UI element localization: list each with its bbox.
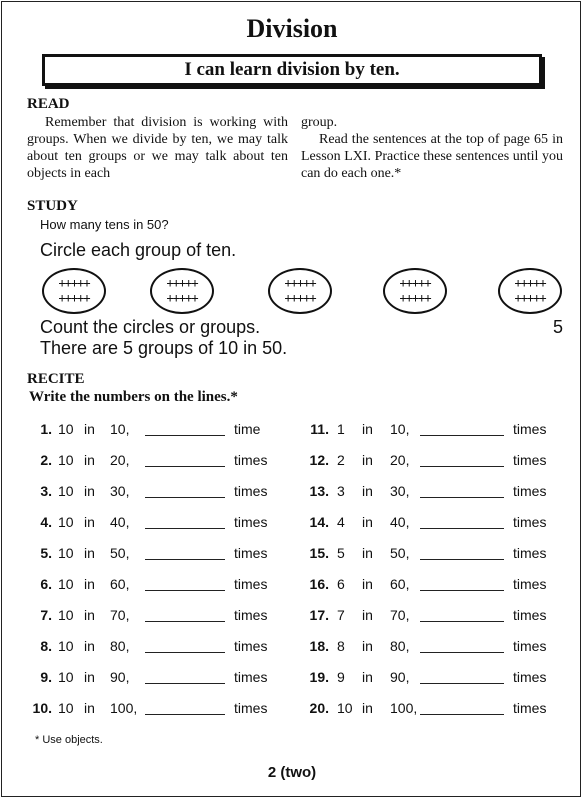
exercise-in-word: in xyxy=(84,638,95,654)
exercise-in-word: in xyxy=(362,638,373,654)
plus-row: +++++ xyxy=(514,291,546,305)
answer-blank[interactable] xyxy=(420,700,504,715)
exercise-in-word: in xyxy=(362,545,373,561)
exercise-in-word: in xyxy=(84,421,95,437)
plus-row: +++++ xyxy=(166,291,198,305)
answer-blank[interactable] xyxy=(420,576,504,591)
answer-blank[interactable] xyxy=(420,669,504,684)
exercise-divisor: 10 xyxy=(58,421,74,437)
exercise-times-word: times xyxy=(234,483,268,499)
exercise-divisor: 10 xyxy=(58,607,74,623)
exercise-number: 11. xyxy=(310,421,329,437)
exercise-row xyxy=(2,449,582,471)
exercise-times-word: times xyxy=(513,700,547,716)
exercise-number: 1. xyxy=(40,421,52,437)
answer-blank[interactable] xyxy=(420,483,504,498)
exercise-times-word: times xyxy=(234,545,268,561)
exercise-in-word: in xyxy=(362,483,373,499)
group-of-ten-oval xyxy=(498,268,562,314)
exercise-times-word: times xyxy=(513,669,547,685)
plus-row: +++++ xyxy=(514,276,546,290)
exercise-dividend: 30, xyxy=(390,483,410,499)
exercise-times-word: times xyxy=(513,514,547,530)
plus-row: +++++ xyxy=(399,291,431,305)
exercise-times-word: times xyxy=(234,638,268,654)
exercise-dividend: 40, xyxy=(110,514,130,530)
read-right-paragraph xyxy=(301,114,563,182)
plus-row: +++++ xyxy=(284,291,316,305)
exercise-dividend: 100, xyxy=(390,700,418,716)
exercise-times-word: times xyxy=(234,669,268,685)
page-number: 2 (two) xyxy=(267,764,317,781)
exercise-times-word: times xyxy=(513,638,547,654)
exercise-number: 2. xyxy=(40,452,52,468)
exercise-row xyxy=(2,635,582,657)
exercise-number: 4. xyxy=(40,514,52,530)
read-left-text: Remember that division is working with groups. When we divide by ten, we may talk about ten groups or we may talk about ten objects in each xyxy=(27,115,288,181)
exercise-times-word: times xyxy=(234,514,268,530)
exercise-times-word: times xyxy=(513,421,547,437)
read-right-text-2: Read the sentences at the top of page 65 in Lesson LXI. Practice these sentences until you can do each one.* xyxy=(301,132,563,181)
exercise-number: 18. xyxy=(309,638,329,654)
exercise-in-word: in xyxy=(84,607,95,623)
exercise-times-word: time xyxy=(234,421,261,437)
exercise-divisor: 10 xyxy=(58,545,74,561)
exercise-dividend: 50, xyxy=(390,545,410,561)
worksheet-page xyxy=(1,1,581,797)
exercise-divisor: 10 xyxy=(58,576,74,592)
exercise-in-word: in xyxy=(84,700,95,716)
exercise-dividend: 50, xyxy=(110,545,130,561)
exercise-divisor: 8 xyxy=(337,638,345,654)
exercise-divisor: 10 xyxy=(58,700,74,716)
exercise-dividend: 60, xyxy=(390,576,410,592)
study-question: How many tens in 50? xyxy=(40,217,169,232)
exercise-number: 10. xyxy=(32,700,52,716)
exercise-row xyxy=(2,542,582,564)
exercise-dividend: 80, xyxy=(390,638,410,654)
answer-blank[interactable] xyxy=(420,514,504,529)
exercise-in-word: in xyxy=(84,669,95,685)
answer-blank[interactable] xyxy=(420,545,504,560)
read-left-paragraph xyxy=(27,114,288,182)
exercise-divisor: 10 xyxy=(58,514,74,530)
exercise-divisor: 3 xyxy=(337,483,345,499)
answer-blank[interactable] xyxy=(420,607,504,622)
exercise-row xyxy=(2,697,582,719)
exercise-number: 3. xyxy=(40,483,52,499)
exercise-times-word: times xyxy=(513,607,547,623)
exercise-dividend: 70, xyxy=(110,607,130,623)
exercise-number: 15. xyxy=(309,545,329,561)
exercise-row xyxy=(2,480,582,502)
conclusion-text: There are 5 groups of 10 in 50. xyxy=(40,338,288,358)
exercise-times-word: times xyxy=(513,545,547,561)
study-heading: STUDY xyxy=(27,198,78,214)
exercise-times-word: times xyxy=(513,576,547,592)
exercise-divisor: 7 xyxy=(337,607,345,623)
exercise-dividend: 20, xyxy=(110,452,130,468)
exercise-times-word: times xyxy=(234,576,268,592)
exercise-divisor: 2 xyxy=(337,452,345,468)
exercise-number: 17. xyxy=(309,607,329,623)
group-of-ten-oval xyxy=(268,268,332,314)
exercise-number: 9. xyxy=(40,669,52,685)
exercise-divisor: 1 xyxy=(337,421,345,437)
answer-blank[interactable] xyxy=(420,452,504,467)
plus-row: +++++ xyxy=(58,291,90,305)
exercise-dividend: 60, xyxy=(110,576,130,592)
exercise-in-word: in xyxy=(84,452,95,468)
exercise-dividend: 70, xyxy=(390,607,410,623)
exercise-number: 12. xyxy=(309,452,329,468)
group-of-ten-oval xyxy=(42,268,106,314)
exercise-dividend: 40, xyxy=(390,514,410,530)
exercise-row xyxy=(2,418,582,440)
exercise-in-word: in xyxy=(362,607,373,623)
plus-row: +++++ xyxy=(284,276,316,290)
group-of-ten-oval xyxy=(383,268,447,314)
exercise-divisor: 10 xyxy=(58,638,74,654)
plus-row: +++++ xyxy=(399,276,431,290)
exercise-divisor: 6 xyxy=(337,576,345,592)
exercise-in-word: in xyxy=(84,576,95,592)
count-text: Count the circles or groups. xyxy=(40,317,261,337)
exercise-number: 8. xyxy=(40,638,52,654)
count-answer: 5 xyxy=(553,317,564,337)
exercise-dividend: 30, xyxy=(110,483,130,499)
plus-row: +++++ xyxy=(166,276,198,290)
objective-banner: I can learn division by ten. xyxy=(42,54,542,86)
exercise-times-word: times xyxy=(234,452,268,468)
page-title: Division xyxy=(246,14,338,43)
exercise-in-word: in xyxy=(84,483,95,499)
exercise-dividend: 100, xyxy=(110,700,138,716)
circle-instruction: Circle each group of ten. xyxy=(40,240,237,260)
read-heading: READ xyxy=(27,96,70,112)
exercise-in-word: in xyxy=(84,545,95,561)
exercise-divisor: 9 xyxy=(337,669,345,685)
exercise-number: 20. xyxy=(309,700,329,716)
exercise-dividend: 90, xyxy=(390,669,410,685)
exercise-in-word: in xyxy=(84,514,95,530)
read-right-text-1: group. xyxy=(301,115,338,130)
exercise-divisor: 4 xyxy=(337,514,345,530)
exercise-dividend: 80, xyxy=(110,638,130,654)
exercise-divisor: 10 xyxy=(58,483,74,499)
group-of-ten-oval xyxy=(150,268,214,314)
exercise-number: 13. xyxy=(309,483,329,499)
exercise-times-word: times xyxy=(234,700,268,716)
exercise-row xyxy=(2,511,582,533)
exercise-in-word: in xyxy=(362,514,373,530)
exercise-times-word: times xyxy=(513,452,547,468)
exercise-dividend: 20, xyxy=(390,452,410,468)
exercise-number: 19. xyxy=(309,669,329,685)
exercise-number: 5. xyxy=(40,545,52,561)
exercise-dividend: 10, xyxy=(110,421,130,437)
exercise-times-word: times xyxy=(234,607,268,623)
exercise-in-word: in xyxy=(362,421,373,437)
plus-row: +++++ xyxy=(58,276,90,290)
recite-heading: RECITE xyxy=(27,371,85,387)
exercise-times-word: times xyxy=(513,483,547,499)
exercise-number: 14. xyxy=(309,514,329,530)
exercise-number: 16. xyxy=(309,576,329,592)
footnote: * Use objects. xyxy=(35,734,103,746)
exercise-dividend: 10, xyxy=(390,421,410,437)
answer-blank[interactable] xyxy=(420,638,504,653)
exercise-row xyxy=(2,666,582,688)
exercise-in-word: in xyxy=(362,669,373,685)
exercise-divisor: 10 xyxy=(58,669,74,685)
exercise-in-word: in xyxy=(362,452,373,468)
exercise-row xyxy=(2,573,582,595)
exercise-divisor: 10 xyxy=(58,452,74,468)
exercise-divisor: 5 xyxy=(337,545,345,561)
exercise-in-word: in xyxy=(362,576,373,592)
exercise-number: 7. xyxy=(40,607,52,623)
exercise-dividend: 90, xyxy=(110,669,130,685)
exercise-number: 6. xyxy=(40,576,52,592)
recite-instruction: Write the numbers on the lines.* xyxy=(29,389,238,405)
exercise-divisor: 10 xyxy=(337,700,353,716)
answer-blank[interactable] xyxy=(420,421,504,436)
exercise-row xyxy=(2,604,582,626)
exercise-in-word: in xyxy=(362,700,373,716)
